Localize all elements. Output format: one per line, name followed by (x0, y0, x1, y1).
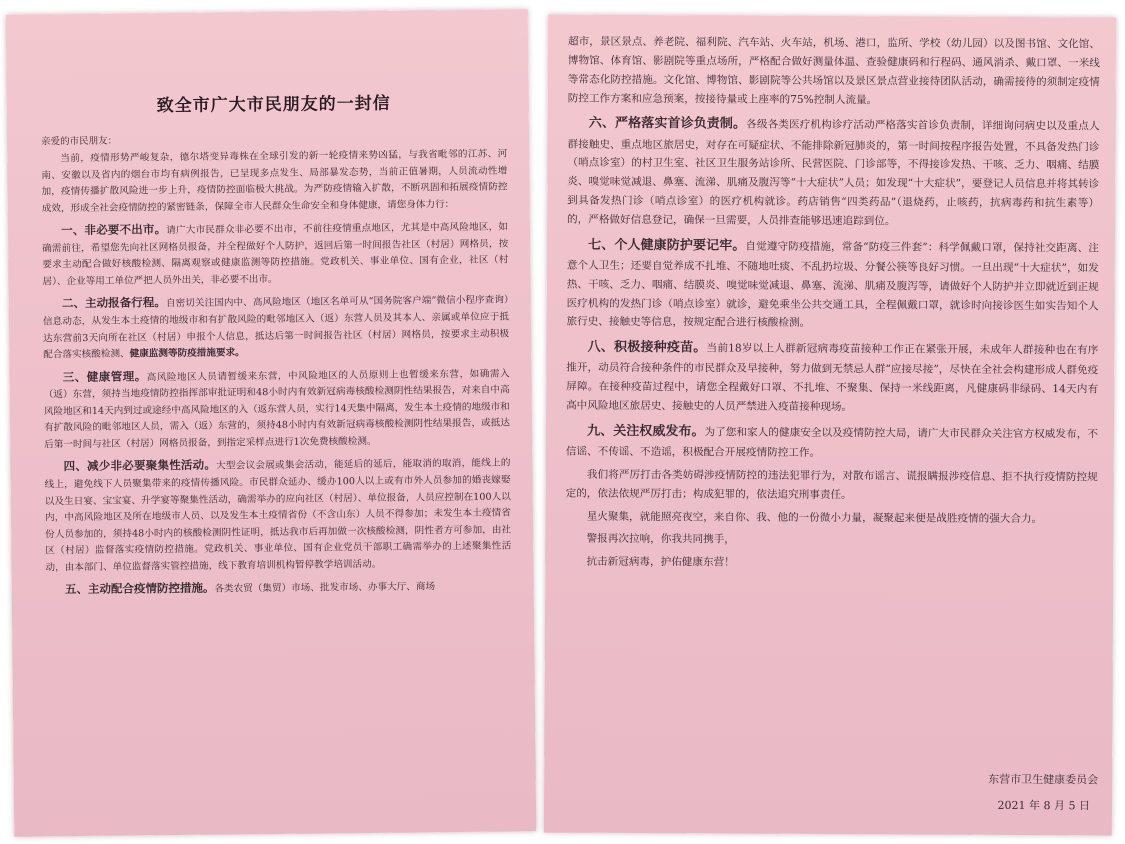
closing-paragraph: 星火聚集，就能照亮夜空，来自你、我、他的一份微小力量，凝聚起来便是战胜疫情的强大合力。 (586, 510, 1043, 525)
section-9-heading: 九、关注权威发布。 (587, 423, 705, 440)
section-6 (567, 112, 1100, 232)
section-4-heading: 四、减少非必要聚集性活动。 (63, 457, 217, 474)
law-enforcement-paragraph: 我们将严厉打击各类妨碍涉疫情防控的违法犯罪行为，对散布谣言、谎报瞒报涉疫信息、拒不执行疫情防控规定的，依法依规严厉打击；构成犯罪的，依法追究刑事责任。 (565, 468, 1098, 501)
section-2 (43, 290, 510, 364)
section-7-body: 自觉遵守防疫措施，常备“防疫三件套”：科学佩戴口罩，保持社交距离、注意个人卫生；还要自觉养成不扎堆、不随地吐痰、不乱扔垃圾、分餐公筷等良好习惯。一旦出现“十大症状”，如发热、干咳、乏力、咽痛、结膜炎、嗅觉味觉减退、鼻塞、流涕、肌痛及腹泻等，请做好个人防护并立即就近到正规医疗机构的发热门诊（哨点诊室）就诊，避免乘坐公共交通工具，全程佩戴口罩，就诊时向接诊医生如实告知个人旅行史、接触史等信息，按规定配合进行核酸检测。 (566, 240, 1099, 330)
section-3-body: 高风险地区人员请暂缓来东营，中风险地区的人员原则上也暂缓来东营，如确需入（返）东营，须持当地疫情防控指挥部审批证明和48小时内有效新冠病毒核酸检测阴性结果报告，对来自中高风险地区和14天内到过或途经中高风险地区的入（返东营人员，实行14天集中隔离，发生本土疫情的地级市和有扩散风险的毗邻地区人员，需入（返）东营的，须持48小时内有效新冠病毒核酸检测阴性结果报告，或抵达后第一时间与社区（村居）网格员报备，到指定采样点进行1次免费核酸检测。 (43, 368, 511, 451)
signature-organization: 东营市卫生健康委员会 (988, 772, 1099, 787)
section-8-body: 当前18岁以上人群新冠病毒疫苗接种工作正在紧张开展，未成年人群接种也在有序推开，动员符合接种条件的市民群众及早接种，努力做到无禁忌人群“应接尽接”，尽快在全社会构建形成人群免疫屏障。在接种疫苗过程中，请您全程戴好口罩、不扎堆、不聚集、保持一米线距离，凡健康码非绿码、14天内有高中风险地区旅居史、接触史的人员严禁进入疫苗接种现场。 (566, 342, 1099, 414)
section-5-body: 各类农贸（集贸）市场、批发市场、办事大厅、商场 (214, 581, 436, 595)
section-9-body: 为了您和家人的健康安全以及疫情防控大局，请广大市民群众关注官方权威发布，不信谣、不传谣、不造谣，积极配合开展疫情防控工作。 (565, 426, 1098, 459)
section-2-bold: 健康监测等防疫措施要求。 (129, 347, 245, 360)
intro-paragraph: 当前，疫情形势严峻复杂，德尔塔变异毒株在全球引发的新一轮疫情来势凶猛，与我省毗邻的江苏、河南、安徽以及省内的烟台市均有病例报告，已呈现多点发生、局部暴发态势，当前正值暑期，人员流动性增加，疫情传播扩散风险进一步上升，疫情防控面临极大挑战。为严防疫情输入扩散，不断巩固和拓展疫情防控成效，形成全社会疫情防控的紧密链条，保障全市人民群众生命安全和身体健康，请您身体力行： (41, 148, 508, 214)
section-1-heading: 一、非必要不出市。 (61, 222, 167, 238)
section-4 (44, 453, 511, 577)
section-2-body: 自密切关注国内中、高风险地区（地区名单可从“国务院客户端”微信小程序查询）信息动态，从发生本土疫情的地级市和有扩散风险的毗邻地区入（返）东营人员及其本人、亲属或单位应于抵达东营前3天向所在社区（村居）申报个人信息，抵达后第一时间报告社区（村居）网格员，按要求主动积极配合落实核酸检测、 (42, 294, 510, 361)
closing-line-2: 抗击新冠病毒，护佑健康东营！ (586, 555, 735, 569)
section-9 (566, 419, 1098, 464)
salutation: 亲爱的市民朋友： (40, 135, 118, 148)
section-8 (566, 336, 1098, 418)
letter-page-left (6, 9, 537, 836)
section-1-body: 请广大市民群众非必要不出市，不前往疫情重点地区，尤其是中高风险地区，如确需前往，希望您先向社区网格员报备，并全程做好个人防护，返回后第一时间报告社区（村居）网格员，按要求主动配合做好核酸检测、隔离观察或健康监测等防控措施。党政机关、事业单位、国有企业，社区（村居）、企业等用工单位严把人员外出关，非必要不出市。 (42, 221, 509, 288)
section-1 (42, 217, 509, 291)
section-6-body: 各级各类医疗机构诊疗活动严格落实首诊负责制，详细询问病史以及重点人群接触史、重点地区旅居史，对存在可疑症状、不能排除新冠肺炎的，第一时间按程序报告处置，不具备发热门诊（哨点诊室）的村卫生室、社区卫生服务站诊所、民营医院、门诊部等，不得接诊发热、干咳、乏力、咽痛、结膜炎、嗅觉味觉减退、鼻塞、流涕、肌痛及腹泻等“十大症状”人员；如发现“十大症状”，要登记人员信息并将其转诊到具备发热门诊（哨点诊室）的医疗机构就诊。药店销售“四类药品”（退烧药，止咳药，抗病毒药和抗生素等）的，严格做好信息登记，确保一旦需要，人员排查能够迅速追踪到位。 (567, 118, 1100, 228)
signature-date: 2021 年 8 月 5 日 (997, 798, 1091, 813)
section-7-heading: 七、个人健康防护要记牢。 (588, 237, 746, 254)
section-6-heading: 六、严格落实首诊负责制。 (588, 116, 747, 132)
section-3-heading: 三、健康管理。 (62, 368, 147, 384)
section-8-heading: 八、积极接种疫苗。 (587, 339, 707, 356)
section-4-body: 大型会议会展或集会活动，能延后的延后，能取消的取消，能线上的线上，避免线下人员聚集带来的疫情传播风险。市民群众延办、缓办100人以上或有市外人员参加的婚丧嫁娶以及生日宴、宝宝宴、升学宴等聚集性活动，确需举办的应向社区（村居）、单位报备，人员应控制在100人以内，中高风险地区及所在地级市人员、以及发生本土疫情省份（不含山东）人员不得参加；未发生本土疫情省份人员参加的，须持48小时内的核酸检测阴性证明，抵达我市后再加做一次核酸检测，阴性者方可参加，由社区（村居）监督落实疫情防控措施。党政机关、事业单位、国有企业党员干部职工确需举办的上述聚集性活动，由本部门、单位监督落实管控措施，线下教育培训机构暂停教学培训活动。 (44, 457, 512, 573)
closing-line-1: 警报再次拉响，你我共同携手， (586, 533, 735, 546)
letter-page-right (544, 15, 1116, 836)
section-7 (566, 233, 1099, 334)
section-5-continued: 超市，景区景点、养老院、福利院、汽车站、火车站，机场、港口，监所、学校（幼儿园）以及图书馆、文化馆、博物馆、体育馆、影剧院等重点场所，严格配合做好测量体温、查验健康码和行程码、通风消杀、戴口罩、一米线等常态化防控措施。文化馆、博物馆、影剧院等公共场馆以及景区景点营业接待团队活动，确需接待的须制定疫情防控工作方案和应急预案，按接待量或上座率的75%控制人流量。 (567, 35, 1101, 106)
section-5 (46, 576, 512, 601)
letter-title: 致全市广大市民朋友的一封信 (156, 93, 391, 117)
section-2-heading: 二、主动报备行程。 (61, 295, 167, 311)
section-5-heading: 五、主动配合疫情防控措施。 (64, 580, 215, 597)
section-3 (43, 363, 510, 454)
